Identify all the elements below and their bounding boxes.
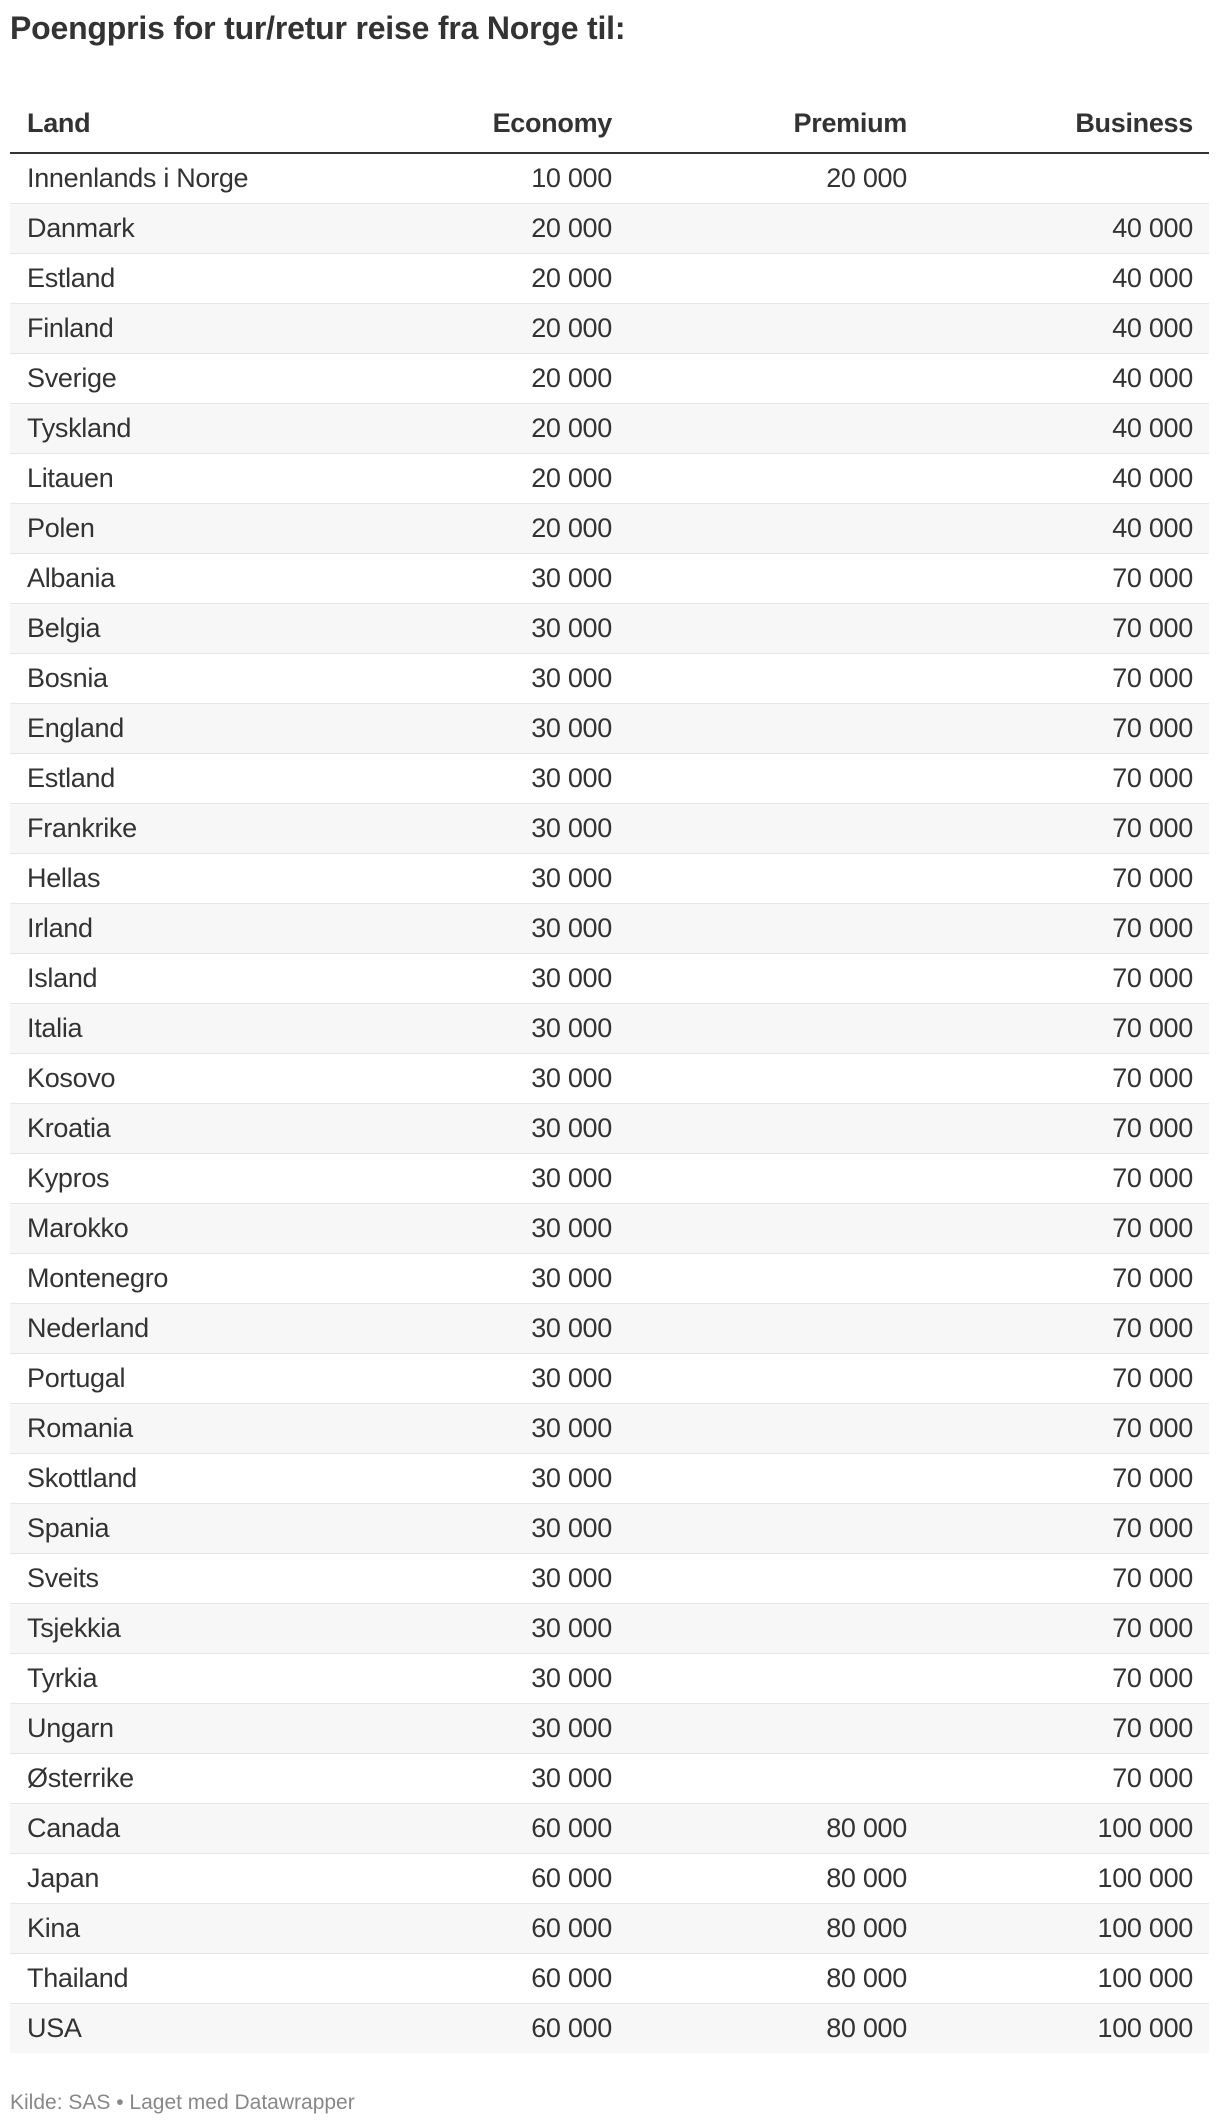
cell-business: 70 000 xyxy=(923,1453,1209,1503)
cell-economy: 30 000 xyxy=(330,753,628,803)
cell-land: Portugal xyxy=(10,1353,330,1403)
cell-economy: 30 000 xyxy=(330,1303,628,1353)
cell-economy: 30 000 xyxy=(330,1503,628,1553)
cell-premium xyxy=(628,753,923,803)
footer-separator: • xyxy=(110,2091,130,2114)
table-row xyxy=(10,1853,1209,1903)
cell-land: Tyrkia xyxy=(10,1653,330,1703)
cell-economy: 20 000 xyxy=(330,403,628,453)
cell-land: Kosovo xyxy=(10,1053,330,1103)
cell-economy: 20 000 xyxy=(330,353,628,403)
table-row xyxy=(10,1953,1209,2003)
cell-business: 70 000 xyxy=(923,553,1209,603)
cell-business: 70 000 xyxy=(923,603,1209,653)
cell-land: Hellas xyxy=(10,853,330,903)
cell-business: 70 000 xyxy=(923,1103,1209,1153)
cell-business: 70 000 xyxy=(923,1553,1209,1603)
cell-premium xyxy=(628,1553,923,1603)
table-row xyxy=(10,1103,1209,1153)
cell-economy: 60 000 xyxy=(330,1953,628,2003)
column-header-land[interactable]: Land xyxy=(10,95,330,153)
cell-economy: 30 000 xyxy=(330,1103,628,1153)
cell-land: Finland xyxy=(10,303,330,353)
table-row xyxy=(10,453,1209,503)
column-header-economy[interactable]: Economy xyxy=(330,95,628,153)
cell-land: Albania xyxy=(10,553,330,603)
cell-premium xyxy=(628,1103,923,1153)
cell-premium xyxy=(628,1253,923,1303)
cell-business: 100 000 xyxy=(923,2003,1209,2053)
cell-business: 100 000 xyxy=(923,1953,1209,2003)
cell-economy: 30 000 xyxy=(330,1053,628,1103)
datawrapper-link[interactable]: Laget med Datawrapper xyxy=(129,2091,355,2114)
cell-business: 40 000 xyxy=(923,303,1209,353)
cell-premium xyxy=(628,703,923,753)
cell-land: Estland xyxy=(10,753,330,803)
cell-business xyxy=(923,153,1209,203)
cell-economy: 30 000 xyxy=(330,1203,628,1253)
cell-business: 70 000 xyxy=(923,1703,1209,1753)
table-row xyxy=(10,603,1209,653)
table-row xyxy=(10,2003,1209,2053)
cell-land: Belgia xyxy=(10,603,330,653)
table-row xyxy=(10,253,1209,303)
cell-premium xyxy=(628,853,923,903)
cell-land: Innenlands i Norge xyxy=(27,162,249,193)
cell-economy: 30 000 xyxy=(330,1603,628,1653)
cell-business: 70 000 xyxy=(923,703,1209,753)
cell-premium xyxy=(628,1703,923,1753)
cell-premium xyxy=(628,803,923,853)
table-row xyxy=(10,1403,1209,1453)
table-row xyxy=(10,1003,1209,1053)
cell-economy: 60 000 xyxy=(330,1853,628,1903)
cell-economy: 30 000 xyxy=(330,853,628,903)
table-row xyxy=(10,503,1209,553)
source-credit: Kilde: SAS xyxy=(10,2091,111,2114)
cell-economy: 30 000 xyxy=(330,703,628,753)
table-row xyxy=(10,203,1209,253)
cell-premium xyxy=(628,353,923,403)
cell-economy: 30 000 xyxy=(330,803,628,853)
cell-land: Litauen xyxy=(10,453,330,503)
cell-land: Tsjekkia xyxy=(10,1603,330,1653)
cell-business: 70 000 xyxy=(923,1603,1209,1653)
cell-business: 70 000 xyxy=(923,1253,1209,1303)
cell-premium xyxy=(628,303,923,353)
cell-land: Nederland xyxy=(10,1303,330,1353)
cell-premium: 80 000 xyxy=(628,2003,923,2053)
cell-business: 70 000 xyxy=(923,1153,1209,1203)
cell-land: Montenegro xyxy=(10,1253,330,1303)
table-row xyxy=(10,1903,1209,1953)
cell-economy: 30 000 xyxy=(330,1403,628,1453)
table-header-row xyxy=(10,95,1209,153)
cell-premium xyxy=(628,1503,923,1553)
cell-economy: 30 000 xyxy=(330,1253,628,1303)
cell-land: Kypros xyxy=(10,1153,330,1203)
column-header-premium[interactable]: Premium xyxy=(628,95,923,153)
cell-land: Kroatia xyxy=(10,1103,330,1153)
table-row xyxy=(10,653,1209,703)
cell-land: Japan xyxy=(10,1853,330,1903)
cell-land: Thailand xyxy=(10,1953,330,2003)
table-row xyxy=(10,1753,1209,1803)
table-body xyxy=(10,153,1209,2053)
cell-economy: 20 000 xyxy=(330,203,628,253)
cell-economy: 30 000 xyxy=(330,953,628,1003)
cell-land: Spania xyxy=(10,1503,330,1553)
cell-land: Ungarn xyxy=(10,1703,330,1753)
cell-land: Italia xyxy=(10,1003,330,1053)
table-row xyxy=(10,1653,1209,1703)
cell-premium: 80 000 xyxy=(628,1953,923,2003)
cell-economy: 60 000 xyxy=(330,1803,628,1853)
cell-premium xyxy=(628,1303,923,1353)
cell-economy: 30 000 xyxy=(330,553,628,603)
cell-economy: 30 000 xyxy=(330,1353,628,1403)
cell-land: Polen xyxy=(10,503,330,553)
table-row xyxy=(10,1603,1209,1653)
table-row xyxy=(10,853,1209,903)
cell-business: 70 000 xyxy=(923,853,1209,903)
table-title: Poengpris for tur/retur reise fra Norge til: xyxy=(10,10,626,46)
cell-economy: 30 000 xyxy=(330,603,628,653)
cell-premium: 20 000 xyxy=(826,162,907,193)
table-row xyxy=(10,303,1209,353)
cell-premium xyxy=(628,403,923,453)
cell-economy: 20 000 xyxy=(330,503,628,553)
cell-business: 70 000 xyxy=(923,1303,1209,1353)
cell-premium: 80 000 xyxy=(628,1903,923,1953)
cell-premium xyxy=(628,1653,923,1703)
cell-land: Danmark xyxy=(10,203,330,253)
cell-land: Kina xyxy=(10,1903,330,1953)
cell-economy: 60 000 xyxy=(330,2003,628,2053)
cell-business: 100 000 xyxy=(923,1903,1209,1953)
cell-economy: 30 000 xyxy=(330,1553,628,1603)
cell-land: Sverige xyxy=(10,353,330,403)
footer xyxy=(10,2090,355,2116)
cell-economy: 30 000 xyxy=(330,903,628,953)
cell-premium xyxy=(628,553,923,603)
column-header-business[interactable]: Business xyxy=(923,95,1209,153)
cell-economy: 10 000 xyxy=(531,162,612,193)
cell-land: England xyxy=(10,703,330,753)
table-row xyxy=(10,153,1209,203)
cell-premium xyxy=(628,653,923,703)
cell-business: 70 000 xyxy=(923,1503,1209,1553)
cell-business: 100 000 xyxy=(923,1803,1209,1853)
table-row xyxy=(10,1153,1209,1203)
cell-economy: 20 000 xyxy=(330,453,628,503)
cell-premium xyxy=(628,1753,923,1803)
cell-economy: 30 000 xyxy=(330,1003,628,1053)
cell-economy: 30 000 xyxy=(330,1453,628,1503)
cell-business: 70 000 xyxy=(923,953,1209,1003)
cell-land: Romania xyxy=(10,1403,330,1453)
cell-business: 70 000 xyxy=(923,903,1209,953)
data-table xyxy=(10,95,1209,2053)
cell-land: Tyskland xyxy=(10,403,330,453)
cell-premium xyxy=(628,1003,923,1053)
cell-business: 100 000 xyxy=(923,1853,1209,1903)
cell-premium xyxy=(628,603,923,653)
cell-business: 70 000 xyxy=(923,753,1209,803)
cell-premium xyxy=(628,1453,923,1503)
cell-land: Bosnia xyxy=(10,653,330,703)
cell-premium xyxy=(628,503,923,553)
cell-business: 40 000 xyxy=(923,403,1209,453)
cell-business: 70 000 xyxy=(923,1003,1209,1053)
cell-economy: 30 000 xyxy=(330,1653,628,1703)
cell-land: USA xyxy=(10,2003,330,2053)
cell-economy: 30 000 xyxy=(330,1753,628,1803)
cell-land: Island xyxy=(10,953,330,1003)
cell-premium xyxy=(628,203,923,253)
cell-land: Canada xyxy=(10,1803,330,1853)
cell-premium xyxy=(628,1403,923,1453)
table-row xyxy=(10,1703,1209,1753)
cell-premium: 80 000 xyxy=(628,1853,923,1903)
table-row xyxy=(10,803,1209,853)
cell-economy: 30 000 xyxy=(330,653,628,703)
cell-premium xyxy=(628,1203,923,1253)
cell-economy: 20 000 xyxy=(330,303,628,353)
table-row xyxy=(10,1353,1209,1403)
cell-land: Marokko xyxy=(10,1203,330,1253)
table-row xyxy=(10,1503,1209,1553)
cell-premium xyxy=(628,1353,923,1403)
cell-business: 70 000 xyxy=(923,653,1209,703)
cell-business: 40 000 xyxy=(923,203,1209,253)
table-row xyxy=(10,903,1209,953)
cell-premium xyxy=(628,1153,923,1203)
cell-business: 70 000 xyxy=(923,1203,1209,1253)
cell-premium xyxy=(628,253,923,303)
cell-premium xyxy=(628,903,923,953)
cell-business: 70 000 xyxy=(923,1353,1209,1403)
cell-premium xyxy=(628,953,923,1003)
cell-economy: 30 000 xyxy=(330,1153,628,1203)
cell-business: 70 000 xyxy=(923,1753,1209,1803)
cell-economy: 30 000 xyxy=(330,1703,628,1753)
cell-land: Frankrike xyxy=(10,803,330,853)
cell-premium xyxy=(628,1603,923,1653)
cell-land: Skottland xyxy=(10,1453,330,1503)
cell-premium xyxy=(628,453,923,503)
cell-land: Sveits xyxy=(10,1553,330,1603)
table-row xyxy=(10,753,1209,803)
table-row xyxy=(10,703,1209,753)
cell-land: Estland xyxy=(10,253,330,303)
cell-business: 40 000 xyxy=(923,353,1209,403)
cell-premium: 80 000 xyxy=(628,1803,923,1853)
table-row xyxy=(10,403,1209,453)
cell-premium xyxy=(628,1053,923,1103)
cell-business: 70 000 xyxy=(923,1053,1209,1103)
points-price-table xyxy=(10,95,1209,2053)
cell-land: Irland xyxy=(10,903,330,953)
cell-business: 40 000 xyxy=(923,253,1209,303)
table-row xyxy=(10,1253,1209,1303)
table-row xyxy=(10,353,1209,403)
cell-business: 70 000 xyxy=(923,803,1209,853)
cell-business: 40 000 xyxy=(923,503,1209,553)
table-row xyxy=(10,1803,1209,1853)
table-row xyxy=(10,1053,1209,1103)
table-row xyxy=(10,553,1209,603)
table-row xyxy=(10,1303,1209,1353)
cell-business: 70 000 xyxy=(923,1403,1209,1453)
cell-business: 70 000 xyxy=(923,1653,1209,1703)
cell-land: Østerrike xyxy=(10,1753,330,1803)
cell-economy: 20 000 xyxy=(330,253,628,303)
cell-economy: 60 000 xyxy=(330,1903,628,1953)
table-row xyxy=(10,1553,1209,1603)
cell-business: 40 000 xyxy=(923,453,1209,503)
table-row xyxy=(10,1453,1209,1503)
table-row xyxy=(10,1203,1209,1253)
table-row xyxy=(10,953,1209,1003)
